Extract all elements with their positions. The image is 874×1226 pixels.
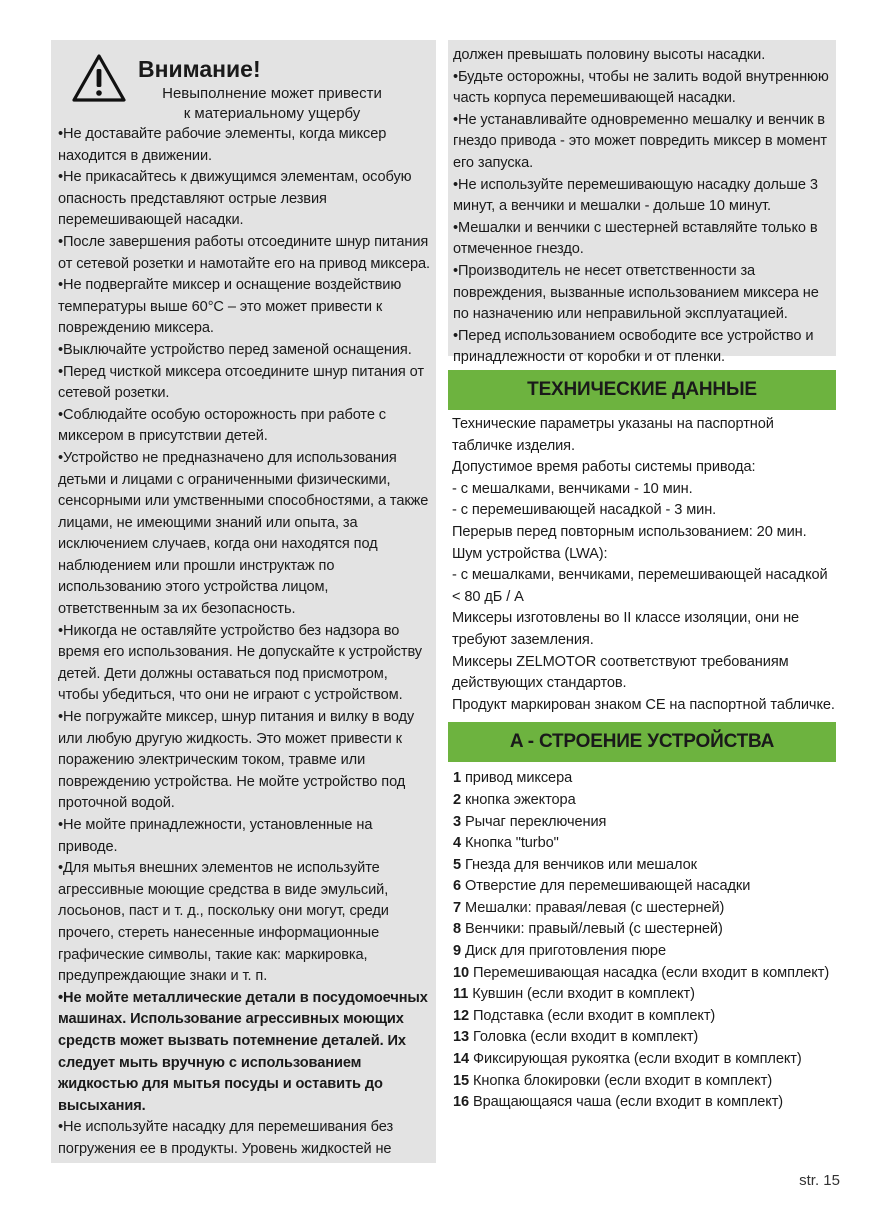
warning-item: •Будьте осторожны, чтобы не залить водой внутреннюю часть корпуса перемешивающей насадки. [453, 68, 829, 107]
tech-data-line: Технические параметры указаны на паспортной табличке изделия. [452, 416, 774, 454]
warning-item: •Не прикасайтесь к движущимся элементам, особую опасность представляют острые лезвия перемешивающей насадки. [58, 169, 412, 229]
tech-data-heading: ТЕХНИЧЕСКИЕ ДАННЫЕ [448, 370, 836, 410]
warning-item: •Для мытья внешних элементов не используйте агрессивные моющие средства в виде эмульсий, лосьонов, паст и т. д., поскольку они могут, среди прочего, стереть нанесенные информационные графические символы, такие как: маркировка, предупреждающие знаки и т. п. [58, 860, 389, 985]
warning-item: •После завершения работы отсоедините шнур питания от сетевой розетки и намотайте его на привод миксера. [58, 233, 430, 272]
list-item [453, 1006, 836, 1028]
part-label: Венчики: правый/левый (с шестерней) [465, 921, 723, 938]
part-number: 10 [453, 964, 470, 981]
tech-data-line: - с мешалками, венчиками - 10 мин. [452, 480, 693, 497]
part-number: 5 [453, 856, 462, 873]
list-item [453, 833, 836, 855]
warning-item: •Не используйте перемешивающую насадку дольше 3 минут, а венчики и мешалки - дольше 10 минут. [453, 176, 818, 215]
part-number: 2 [453, 791, 462, 808]
part-label: Вращающаяся чаша (если входит в комплект) [473, 1094, 784, 1111]
list-item [453, 919, 836, 941]
tech-data-section [448, 410, 836, 716]
warning-item: •Не мойте принадлежности, установленные на приводе. [58, 817, 373, 855]
warning-list [58, 124, 430, 1161]
list-item [453, 1049, 836, 1071]
part-label: кнопка эжектора [465, 791, 576, 808]
tech-data-line: Продукт маркирован знаком CE на паспортной табличке. [452, 696, 835, 713]
warning-item: •Производитель не несет ответственности за повреждения, вызванные использованием миксера не по назначению или неправильной эксплуатацией. [453, 262, 819, 323]
warning-item: •Не погружайте миксер, шнур питания и вилку в воду или любую другую жидкость. Это может привести к поражению электрическим током, травме или повреждению устройства. Не мойте устройство под проточной водой. [58, 709, 415, 812]
part-number: 15 [453, 1072, 470, 1089]
part-label: Гнезда для венчиков или мешалок [465, 856, 697, 873]
list-item [453, 876, 836, 898]
tech-data-line: - с мешалками, венчиками, перемешивающей насадкой < 80 дБ / А [452, 567, 828, 605]
parts-list [448, 762, 836, 1114]
part-number: 1 [453, 770, 462, 787]
list-item [453, 1027, 836, 1049]
warning-item: •Соблюдайте особую осторожность при работе с миксером в присутствии детей. [58, 406, 387, 445]
tech-data-line: Миксеры ZELMOTOR соответствуют требованиям действующих стандартов. [452, 653, 789, 692]
list-item [453, 812, 836, 834]
part-label: Подставка (если входит в комплект) [473, 1007, 716, 1024]
list-item [453, 855, 836, 877]
warning-item: •Выключайте устройство перед заменой оснащения. [58, 341, 412, 358]
part-label: Головка (если входит в комплект) [473, 1029, 699, 1046]
part-label: Кнопка блокировки (если входит в комплект) [473, 1072, 773, 1089]
tech-data-line: Миксеры изготовлены во II классе изоляции, они не требуют заземления. [452, 610, 800, 648]
warning-item: должен превышать половину высоты насадки. [453, 47, 766, 63]
tech-data-line: - с перемешивающей насадкой - 3 мин. [452, 502, 717, 519]
warning-item: •Никогда не оставляйте устройство без надзора во время его использования. Не допускайте к устройству детей. Дети должны оставаться под присмотром, чтобы убедиться, что они не играют с устройством. [58, 622, 422, 704]
list-item [453, 898, 836, 920]
list-item [453, 1071, 836, 1093]
part-number: 7 [453, 899, 462, 916]
part-label: Отверстие для перемешивающей насадки [465, 878, 751, 895]
part-label: Рычаг переключения [465, 813, 607, 830]
part-number: 12 [453, 1007, 470, 1024]
warning-item: •Не устанавливайте одновременно мешалку и венчик в гнездо привода - это может повредить миксер в момент его запуска. [453, 111, 827, 171]
part-number: 4 [453, 835, 462, 852]
part-label: Диск для приготовления пюре [465, 943, 666, 960]
part-number: 6 [453, 878, 462, 895]
list-item [453, 768, 836, 790]
part-label: Кнопка "turbo" [465, 835, 559, 852]
warning-title: Внимание! [138, 56, 261, 82]
list-item [453, 1092, 836, 1114]
warning-item: •Не используйте насадку для перемешивания без погружения ее в продукты. Уровень жидкостей не [58, 1119, 394, 1157]
tech-data-line: Допустимое время работы системы привода: [452, 459, 756, 476]
warning-item: •Не подвергайте миксер и оснащение воздействию температуры выше 60°С – это может привести к повреждению миксера. [58, 277, 402, 337]
part-label: привод миксера [465, 770, 573, 787]
structure-heading: A - СТРОЕНИЕ УСТРОЙСТВА [448, 722, 836, 762]
warning-triangle-icon [72, 54, 126, 102]
warning-item: •Перед чисткой миксера отсоедините шнур питания от сетевой розетки. [58, 363, 424, 402]
right-column [448, 40, 836, 1114]
part-label: Перемешивающая насадка (если входит в комплект) [473, 964, 830, 981]
warning-item: •Не доставайте рабочие элементы, когда миксер находится в движении. [58, 126, 387, 164]
part-label: Кувшин (если входит в комплект) [472, 986, 695, 1003]
warning-item: •Перед использованием освободите все устройство и принадлежности от коробки и от пленки. [453, 327, 814, 366]
part-number: 3 [453, 813, 462, 830]
warning-item: •Не мойте металлические детали в посудомоечных машинах. Использование агрессивных моющих средств может вызвать потемнение деталей. Их следует мыть вручную с использованием жидкостью для мытья посуды и оставить до высыхания. [58, 989, 428, 1114]
warnings-continued [448, 40, 836, 366]
list-item [453, 984, 836, 1006]
list-item [453, 941, 836, 963]
tech-data-line: Шум устройства (LWA): [452, 545, 608, 562]
list-item [453, 790, 836, 812]
part-label: Фиксирующая рукоятка (если входит в комплект) [473, 1051, 802, 1068]
part-number: 11 [453, 986, 469, 1003]
part-number: 16 [453, 1094, 470, 1111]
part-number: 8 [453, 921, 462, 938]
part-number: 14 [453, 1051, 470, 1068]
safety-warnings-panel [51, 40, 436, 1163]
warning-header [58, 46, 430, 124]
part-label: Мешалки: правая/левая (с шестерней) [465, 899, 725, 916]
warning-subtitle: Невыполнение может привести к материальному ущербу [162, 85, 382, 122]
list-item [453, 963, 836, 985]
part-number: 9 [453, 943, 462, 960]
part-number: 13 [453, 1029, 470, 1046]
tech-data-line: Перерыв перед повторным использованием: 20 мин. [452, 523, 807, 540]
warning-item: •Мешалки и венчики с шестерней вставляйте только в отмеченное гнездо. [453, 219, 818, 258]
warning-item: •Устройство не предназначено для использования детьми и лицами с ограниченными физическими, сенсорными или умственными способностями, а также лицами, не имеющими знаний или опыта, за исключением случаев, когда они находятся под наблюдением или прошли инструктаж по использованию этого устройства лицом, ответственным за их безопасность. [58, 449, 429, 618]
page-number: str. 15 [799, 1172, 840, 1189]
